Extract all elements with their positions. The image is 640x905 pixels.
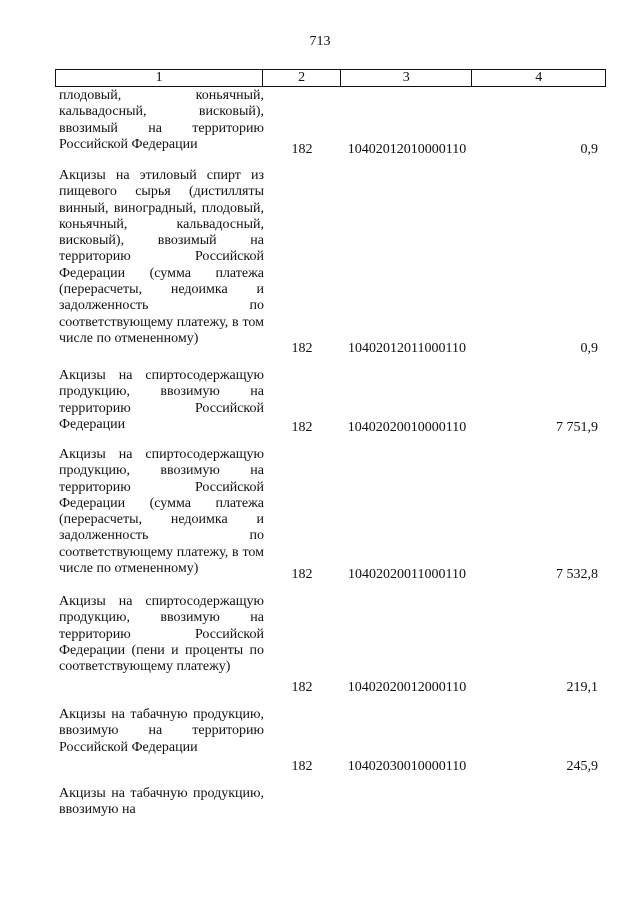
row-budget-code: 10402020011000110: [348, 566, 466, 582]
row-amount: 0,9: [580, 340, 598, 356]
table-row: [55, 707, 606, 775]
row-name: Акцизы на табачную продукцию, ввозимую на территорию Российской Федерации: [59, 707, 264, 755]
row-budget-code: 10402020012000110: [347, 679, 467, 695]
row-budget-code: 10402012011000110: [348, 340, 466, 356]
table-row: [55, 368, 606, 436]
row-name: Акцизы на спиртосодержащую продукцию, ввозимую на территорию Российской Федерации: [59, 368, 264, 432]
row-amount: 0,9: [580, 141, 598, 157]
row-name: Акцизы на этиловый спирт из пищевого сырья (дистилляты винный, виноградный, плодовый, коньячный, кальвадосный, висковый), ввозимый на территорию Российской Федерации (сумма платежа (перерасчеты, недоимка и задолженность по соответствующему платежу, в том числе по отмененному): [59, 168, 264, 346]
column-header-3: 3: [341, 70, 473, 86]
row-admin-code: 182: [291, 566, 313, 582]
row-admin-code: 182: [291, 419, 313, 435]
row-budget-code: 10402020010000110: [347, 419, 467, 435]
page-number: 713: [309, 34, 331, 49]
row-name: Акцизы на спиртосодержащую продукцию, ввозимую на территорию Российской Федерации (сумма платежа (перерасчеты, недоимка и задолженность по соответствующему платежу, в том числе по отмененному): [59, 447, 264, 577]
column-header-2: 2: [263, 70, 341, 86]
row-admin-code: 182: [291, 758, 313, 774]
row-amount: 7 751,9: [556, 419, 598, 435]
table-row: [55, 88, 606, 158]
row-name: плодовый, коньячный, кальвадосный, висковый), ввозимый на территорию Российской Федерации: [59, 88, 264, 152]
column-header-1: 1: [56, 70, 263, 86]
row-budget-code: 10402012010000110: [347, 141, 467, 157]
row-amount: 219,1: [566, 679, 598, 695]
column-header-4: 4: [535, 70, 543, 85]
row-admin-code: 182: [291, 340, 313, 356]
row-name: Акцизы на спиртосодержащую продукцию, ввозимую на территорию Российской Федерации (пени и проценты по соответствующему платежу): [59, 594, 264, 675]
table-row: [55, 447, 606, 583]
row-amount: 245,9: [566, 758, 598, 774]
table-header: [55, 69, 606, 87]
row-admin-code: 182: [291, 679, 313, 695]
table-row: [55, 594, 606, 696]
table-row: [55, 168, 606, 357]
row-budget-code: 10402030010000110: [347, 758, 467, 774]
table-row: [55, 786, 606, 820]
row-name: Акцизы на табачную продукцию, ввозимую на: [59, 786, 264, 818]
row-amount: 7 532,8: [556, 566, 598, 582]
row-admin-code: 182: [291, 141, 313, 157]
